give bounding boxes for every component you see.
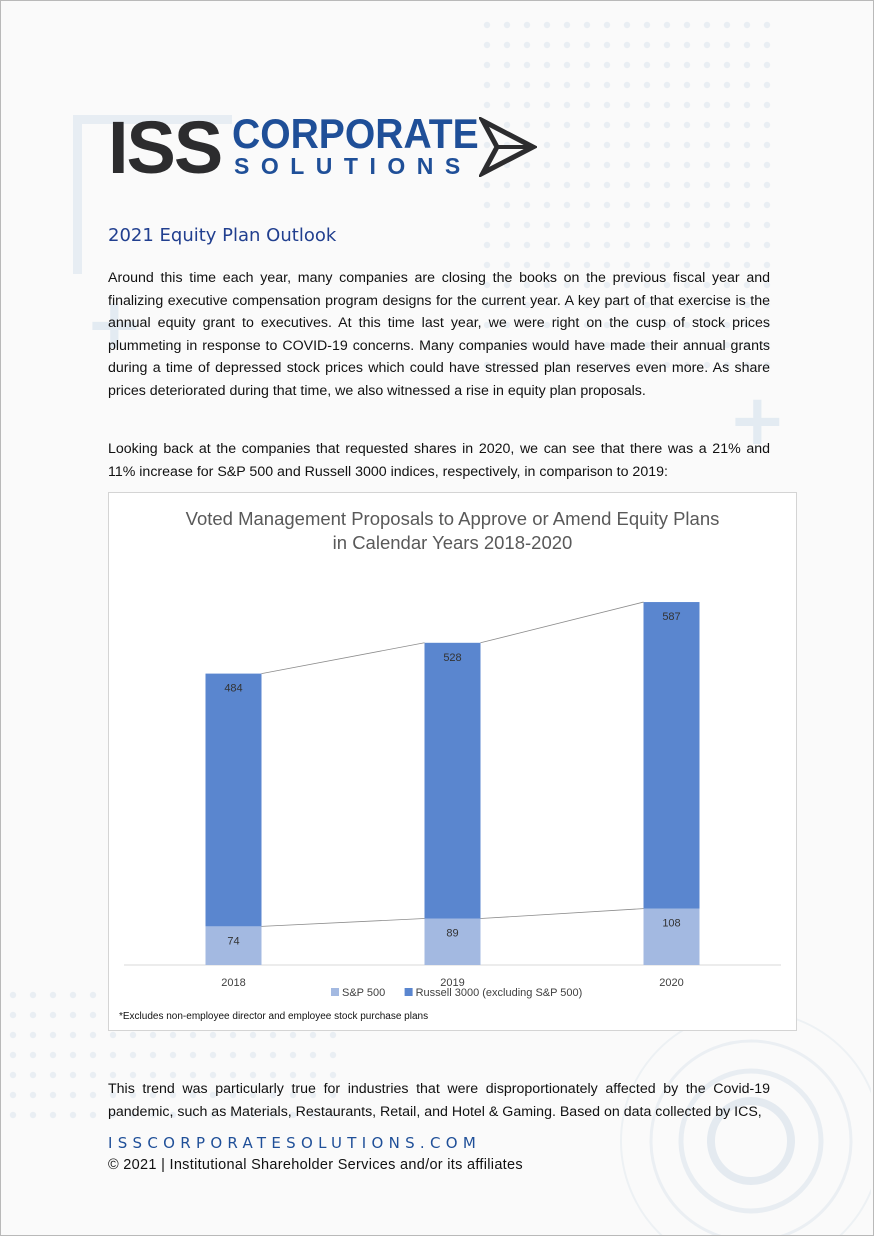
background-plus-icon: + <box>85 283 144 365</box>
data-label: 528 <box>443 651 462 664</box>
page-title: 2021 Equity Plan Outlook <box>108 225 337 246</box>
data-label: 108 <box>662 917 681 930</box>
intro-paragraph: Around this time each year, many companies are closing the books on the previous fiscal year and finalizing executive compensation program designs for the current year. A key part of that exercise is the annual equity grant to executives. At this time last year, we were right on the cusp of stock prices plummeting in response to COVID-19 concerns. Many companies would have made their annual grants during a time of depressed stock prices which could have stressed plan reserves even more. As share prices deteriorated during that time, we also witnessed a rise in equity plan proposals. <box>108 270 770 399</box>
legend-swatch <box>405 988 413 996</box>
trend-paragraph: This trend was particularly true for industries that were disproportionately affected by the Covid-19 pandemic, such as Materials, Restaurants, Retail, and Hotel & Gaming. Based on data collected by ICS, <box>108 1081 770 1120</box>
data-label: 484 <box>224 682 243 695</box>
x-tick-label: 2018 <box>221 977 246 989</box>
chart-plot <box>109 493 796 1030</box>
arrow-triangle-icon <box>479 117 537 177</box>
logo-iss-text: ISS <box>108 106 222 189</box>
equity-plan-chart <box>108 492 797 1031</box>
chart-title-line-1: Voted Management Proposals to Approve or Amend Equity Plans <box>185 508 720 529</box>
bar-sp-2019 <box>425 919 481 965</box>
legend-label: S&P 500 <box>342 987 386 999</box>
comparison-paragraph: Looking back at the companies that requested shares in 2020, we can see that there was a 21% and 11% increase for S&P 500 and Russell 3000 indices, respectively, in comparison to 2019: <box>108 441 770 480</box>
data-label: 74 <box>227 935 240 948</box>
logo-solutions-text: SOLUTIONS <box>234 153 472 179</box>
bar-russell-2020 <box>644 602 700 909</box>
series-line <box>262 919 425 927</box>
legend-label: Russell 3000 (excluding S&P 500) <box>415 987 583 999</box>
background-plus-icon: + <box>728 379 787 461</box>
footer-copyright: © 2021 | Institutional Shareholder Services and/or its affiliates <box>108 1157 523 1173</box>
footer-website-link[interactable]: ISSCORPORATESOLUTIONS.COM <box>108 1134 482 1152</box>
chart-title-line-2: in Calendar Years 2018-2020 <box>332 532 573 553</box>
legend-swatch <box>331 988 339 996</box>
bar-russell-2018 <box>206 674 262 927</box>
series-line <box>262 643 425 674</box>
data-label: 89 <box>446 927 459 940</box>
data-label: 587 <box>662 611 681 624</box>
bar-russell-2019 <box>425 643 481 919</box>
series-line <box>481 602 644 643</box>
chart-footnote: *Excludes non-employee director and employee stock purchase plans <box>119 1011 429 1022</box>
x-tick-label: 2020 <box>659 977 684 989</box>
x-tick-label: 2019 <box>440 977 465 989</box>
series-line <box>481 909 644 919</box>
logo-corporate-text: CORPORATE <box>232 110 479 157</box>
